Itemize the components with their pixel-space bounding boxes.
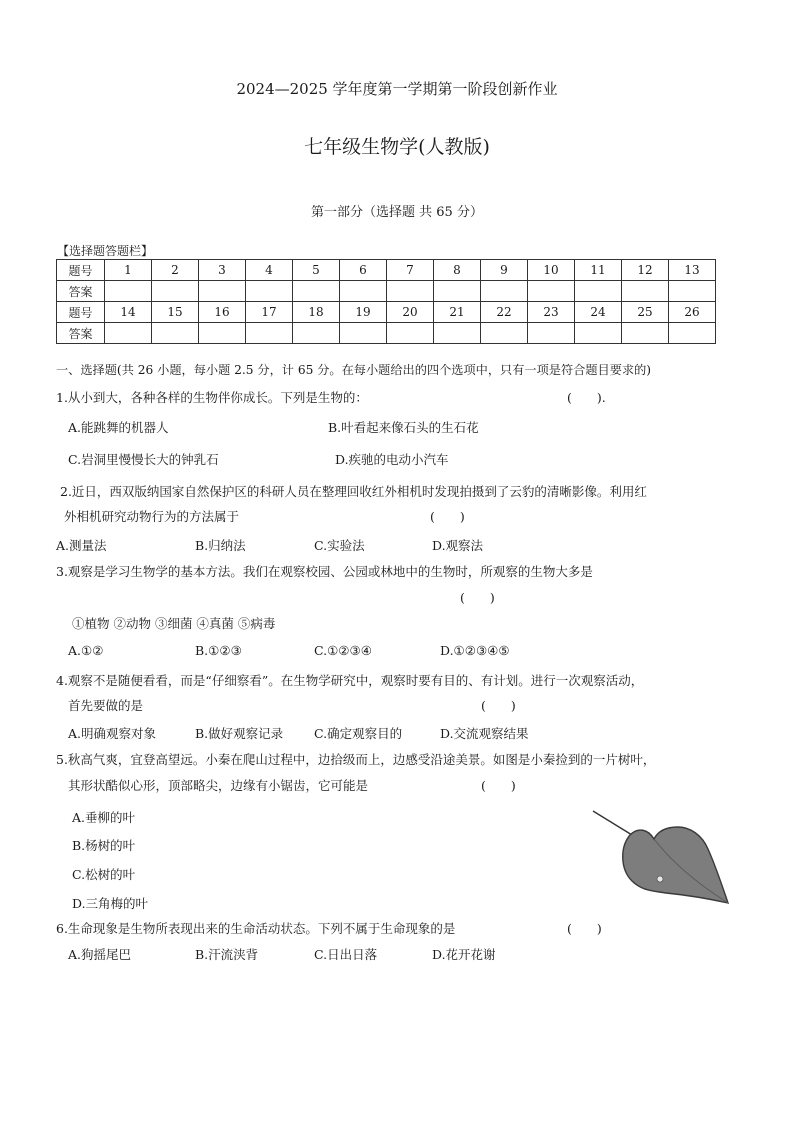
answer-cell[interactable] (293, 323, 340, 344)
question-5-option-b[interactable]: B.杨树的叶 (72, 838, 136, 853)
answer-cell[interactable] (481, 323, 528, 344)
question-number-cell: 23 (528, 302, 575, 323)
table-row (57, 281, 716, 302)
answer-cell[interactable] (246, 323, 293, 344)
answer-cell[interactable] (340, 281, 387, 302)
table-row (57, 260, 716, 281)
row-label-number: 题号 (57, 260, 105, 281)
answer-cell[interactable] (481, 281, 528, 302)
answer-cell[interactable] (199, 323, 246, 344)
question-4-stem-line-1: 4.观察不是随便看看，而是“仔细察看”。在生物学研究中，观察时要有目的、有计划。进行一次观察活动， (56, 673, 644, 688)
question-4-option-a[interactable]: A.明确观察对象 (68, 726, 157, 741)
answer-cell[interactable] (434, 323, 481, 344)
question-5-blank[interactable]: ( ) (481, 778, 516, 793)
question-5-option-d[interactable]: D.三角梅的叶 (72, 896, 149, 911)
table-row (57, 302, 716, 323)
question-1-option-d[interactable]: D.疾驰的电动小汽车 (335, 452, 449, 467)
answer-cell[interactable] (152, 281, 199, 302)
question-1-stem: 1.从小到大，各种各样的生物伴你成长。下列是生物的： (56, 390, 368, 405)
question-3-option-d[interactable]: D.①②③④⑤ (440, 643, 510, 658)
question-1-option-b[interactable]: B.叶看起来像石头的生石花 (328, 420, 479, 435)
question-5-option-c[interactable]: C.松树的叶 (72, 867, 136, 882)
question-4-option-c[interactable]: C.确定观察目的 (314, 726, 403, 741)
question-number-cell: 17 (246, 302, 293, 323)
row-label-answer: 答案 (57, 281, 105, 302)
question-number-cell: 18 (293, 302, 340, 323)
question-6-option-b[interactable]: B.汗流浃背 (195, 947, 259, 962)
question-number-cell: 2 (152, 260, 199, 281)
answer-cell[interactable] (293, 281, 340, 302)
question-5-option-a[interactable]: A.垂柳的叶 (72, 810, 136, 825)
answer-cell[interactable] (199, 281, 246, 302)
question-number-cell: 21 (434, 302, 481, 323)
question-3-blank[interactable]: ( ) (460, 590, 495, 605)
question-1-option-a[interactable]: A.能跳舞的机器人 (68, 420, 169, 435)
heart-shaped-leaf-figure (590, 805, 732, 907)
question-6-option-a[interactable]: A.狗摇尾巴 (68, 947, 132, 962)
question-number-cell: 26 (669, 302, 716, 323)
question-number-cell: 11 (575, 260, 622, 281)
question-2-option-d[interactable]: D.观察法 (432, 538, 484, 553)
question-3-option-a[interactable]: A.①② (68, 643, 104, 658)
table-row (57, 323, 716, 344)
question-2-option-b[interactable]: B.归纳法 (195, 538, 246, 553)
leaf-spot (657, 876, 663, 882)
answer-cell[interactable] (575, 323, 622, 344)
question-number-cell: 3 (199, 260, 246, 281)
question-1-blank[interactable]: ( ). (567, 390, 606, 405)
leaf-petiole (593, 811, 632, 835)
answer-table (56, 259, 716, 344)
question-number-cell: 20 (387, 302, 434, 323)
question-number-cell: 8 (434, 260, 481, 281)
question-number-cell: 12 (622, 260, 669, 281)
answer-cell[interactable] (622, 323, 669, 344)
question-2-stem-line-1: 2.近日，西双版纳国家自然保护区的科研人员在整理回收红外相机时发现拍摄到了云豹的清晰影像。利用红 (60, 484, 647, 499)
question-number-cell: 19 (340, 302, 387, 323)
question-3-option-c[interactable]: C.①②③④ (314, 643, 372, 658)
question-number-cell: 7 (387, 260, 434, 281)
answer-cell[interactable] (387, 281, 434, 302)
question-2-stem-line-2: 外相机研究动物行为的方法属于 (64, 509, 240, 524)
question-number-cell: 10 (528, 260, 575, 281)
question-number-cell: 14 (105, 302, 152, 323)
question-1-option-c[interactable]: C.岩洞里慢慢长大的钟乳石 (68, 452, 219, 467)
question-3-option-b[interactable]: B.①②③ (195, 643, 242, 658)
question-number-cell: 9 (481, 260, 528, 281)
question-number-cell: 16 (199, 302, 246, 323)
document-subtitle: 七年级生物学(人教版) (304, 136, 490, 158)
section-instructions: 一、选择题(共 26 小题，每小题 2.5 分，计 65 分。在每小题给出的四个选项中，只有一项是符合题目要求的) (56, 363, 652, 377)
question-6-option-c[interactable]: C.日出日落 (314, 947, 378, 962)
question-5-stem-line-1: 5.秋高气爽，宜登高望远。小秦在爬山过程中，边拾级而上，边感受沿途美景。如图是小秦捡到的一片树叶， (56, 752, 656, 767)
question-4-option-d[interactable]: D.交流观察结果 (440, 726, 529, 741)
question-5-stem-line-2: 其形状酷似心形，顶部略尖，边缘有小锯齿，它可能是 (68, 778, 369, 793)
question-6-stem: 6.生命现象是生物所表现出来的生命活动状态。下列不属于生命现象的是 (56, 921, 456, 936)
answer-cell[interactable] (575, 281, 622, 302)
question-4-stem-line-2: 首先要做的是 (68, 698, 144, 713)
answer-cell[interactable] (152, 323, 199, 344)
answer-cell[interactable] (105, 281, 152, 302)
question-number-cell: 24 (575, 302, 622, 323)
row-label-number: 题号 (57, 302, 105, 323)
question-3-stem: 3.观察是学习生物学的基本方法。我们在观察校园、公园或林地中的生物时，所观察的生物大多是 (56, 564, 593, 579)
answer-cell[interactable] (387, 323, 434, 344)
answer-cell[interactable] (340, 323, 387, 344)
answer-cell[interactable] (105, 323, 152, 344)
question-2-blank[interactable]: ( ) (430, 509, 465, 524)
question-number-cell: 4 (246, 260, 293, 281)
question-2-option-c[interactable]: C.实验法 (314, 538, 365, 553)
answer-cell[interactable] (669, 281, 716, 302)
answer-cell[interactable] (528, 281, 575, 302)
question-4-blank[interactable]: ( ) (481, 698, 516, 713)
leaf-blade (623, 827, 728, 903)
question-2-option-a[interactable]: A.测量法 (56, 538, 107, 553)
answer-cell[interactable] (246, 281, 293, 302)
answer-cell[interactable] (434, 281, 481, 302)
question-number-cell: 13 (669, 260, 716, 281)
question-number-cell: 22 (481, 302, 528, 323)
question-number-cell: 25 (622, 302, 669, 323)
row-label-answer: 答案 (57, 323, 105, 344)
part-heading: 第一部分（选择题 共 65 分） (311, 205, 483, 220)
answer-cell[interactable] (669, 323, 716, 344)
question-6-option-d[interactable]: D.花开花谢 (432, 947, 496, 962)
question-number-cell: 1 (105, 260, 152, 281)
question-number-cell: 6 (340, 260, 387, 281)
question-6-blank[interactable]: ( ) (567, 921, 602, 936)
question-number-cell: 15 (152, 302, 199, 323)
question-3-items: ①植物 ②动物 ③细菌 ④真菌 ⑤病毒 (72, 616, 276, 631)
answer-cell[interactable] (528, 323, 575, 344)
answer-table-caption: 【选择题答题栏】 (57, 244, 154, 258)
document-title: 2024—2025 学年度第一学期第一阶段创新作业 (236, 80, 558, 98)
question-4-option-b[interactable]: B.做好观察记录 (195, 726, 284, 741)
answer-cell[interactable] (622, 281, 669, 302)
question-number-cell: 5 (293, 260, 340, 281)
